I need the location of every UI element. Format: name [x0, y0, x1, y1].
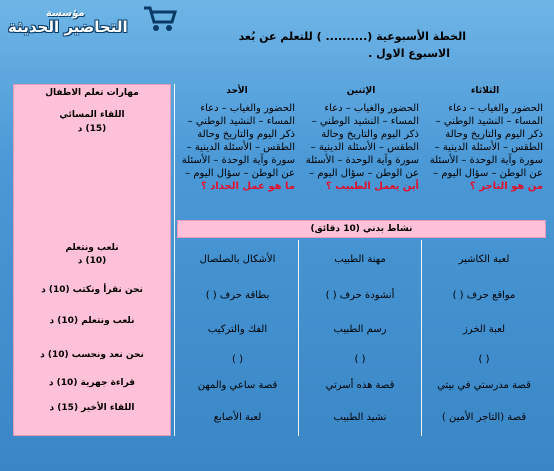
activity-cell: ( ): [478, 354, 490, 365]
activity-cell: ( ): [232, 354, 243, 365]
brand-top-text: مؤسسة: [46, 8, 85, 19]
final-meeting-label: اللقاء الأخير (15) د: [49, 403, 135, 413]
activity-cell: مواقع حرف ( ): [452, 290, 516, 301]
activities-grid: [177, 240, 546, 436]
physical-activity-banner: نشاط بدني (10 دقائق): [177, 220, 546, 238]
day-question-tuesday: من هو التاجر ؟: [469, 181, 543, 192]
activity-cell: ( ): [354, 354, 366, 365]
activity-cell: بطاقة حرف ( ): [205, 290, 270, 301]
brand-logo: [6, 4, 184, 42]
evening-meeting-label: اللقاء المسائي: [59, 110, 125, 120]
day-body-tuesday: [425, 102, 545, 193]
day-name-monday: الإثنين: [346, 86, 376, 96]
page-heading: [166, 28, 466, 62]
activity-cell: رسم الطبيب: [333, 324, 387, 335]
column-divider: [174, 84, 175, 436]
day-question-monday: أين يعمل الطبيب ؟: [325, 181, 419, 192]
activity-cell: الأشكال بالصلصال: [199, 254, 276, 265]
activity-cell: لعبة الأصابع: [213, 412, 262, 423]
activity-cell: قصة هذه أسرتي: [325, 380, 395, 391]
activity-cell: لعبة الخرز: [462, 324, 506, 335]
skills-column: [13, 84, 171, 436]
day-name-sunday: الأحد: [226, 86, 248, 96]
days-section: [177, 84, 546, 220]
heading-line2: الاسبوع الاول .: [368, 47, 450, 60]
day-text-sunday: الحضور والغياب – دعاء المساء – النشيد الوطني – ذكر اليوم والتاريخ وحالة الطقس – الأسئلة الدينية – سورة وآية الوحدة – الأسئلة عن الوطن – سؤال اليوم –: [181, 103, 295, 179]
activity-cell: أنشودة حرف ( ): [325, 290, 395, 301]
day-monday: [301, 84, 421, 220]
day-text-monday: الحضور والغياب – دعاء المساء – النشيد الوطني – ذكر اليوم والتاريخ وحالة الطقس – الأسئلة الدينية – سورة وآية الوحدة – الأسئلة عن الوطن – سؤال اليوم –: [305, 103, 419, 179]
day-name-tuesday: الثلاثاء: [470, 86, 500, 96]
day-body-sunday: [177, 102, 297, 193]
play-learn-label: نلعب ونتعلم: [65, 243, 119, 253]
play-learn2-label: نلعب ونتعلم (10) د: [49, 316, 135, 326]
activity-cell: الفك والتركيب: [207, 324, 268, 335]
activity-cell: قصة مدرستي في بيتي: [437, 380, 531, 391]
loud-reading-label: قراءة جهرية (10) د: [48, 378, 136, 388]
day-sunday: [177, 84, 297, 220]
play-learn-minutes: (10) د: [77, 256, 107, 266]
activity-cell: نشيد الطبيب: [333, 412, 387, 423]
heading-line1: الخطة الأسبوعية (.......... ) للتعلم عن بُعد: [238, 30, 466, 43]
evening-meeting-minutes: (15) د: [77, 124, 107, 134]
activity-cell: قصة (التاجر الأمين ): [441, 412, 527, 423]
activity-cell: مهنة الطبيب: [334, 254, 386, 265]
activity-cell: لعبة الكاشير: [458, 254, 510, 265]
activity-cell: قصة ساعي والمهن: [197, 380, 278, 391]
read-write-label: نحن نقرأ ونكتب (10) د: [41, 285, 143, 295]
brand-name: التحاضير الحديثة: [8, 18, 128, 36]
day-question-sunday: ما هو عمل الحداد ؟: [200, 181, 295, 192]
count-calc-label: نحن نعد ونحسب (10) د: [40, 350, 144, 360]
skills-title: مهارات تعلم الاطفال: [45, 88, 139, 98]
day-text-tuesday: الحضور والغياب – دعاء المساء – النشيد الوطني – ذكر اليوم والتاريخ وحالة الطقس – الأسئلة الدينية – سورة وآية الوحدة – الأسئلة عن الوطن – سؤال اليوم –: [429, 103, 543, 179]
day-body-monday: [301, 102, 421, 193]
day-tuesday: [425, 84, 545, 220]
